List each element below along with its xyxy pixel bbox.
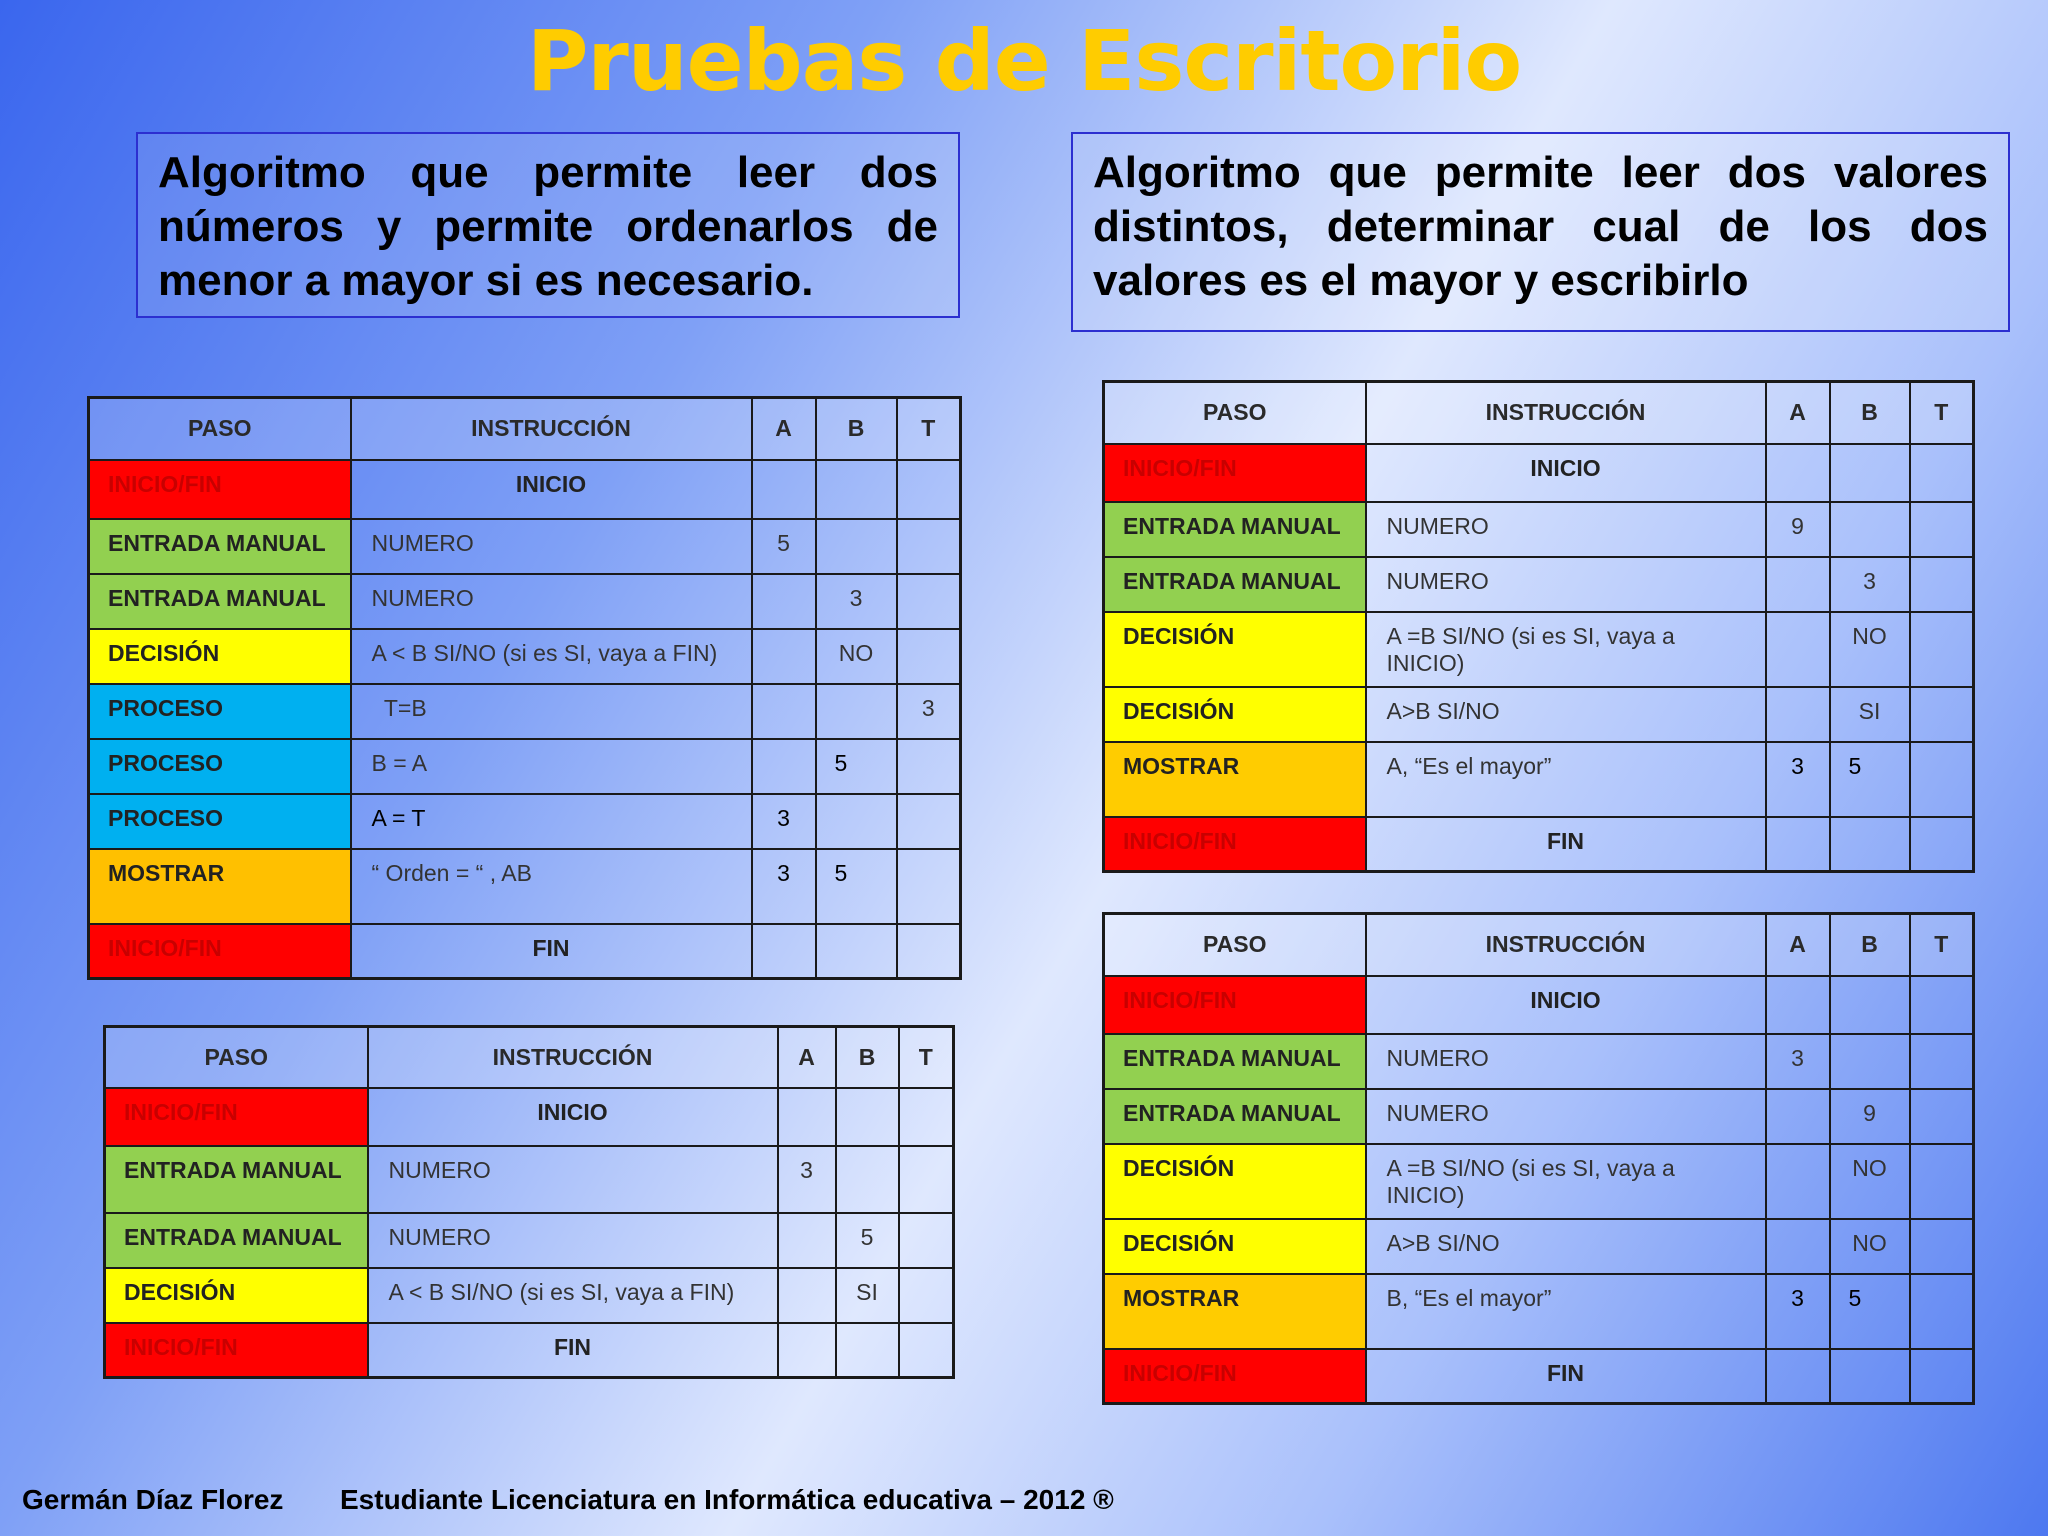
value-t <box>1910 557 1974 612</box>
value-t <box>897 460 961 519</box>
value-t <box>897 629 961 684</box>
instruction: A < B SI/NO (si es SI, vaya a FIN) <box>351 629 752 684</box>
step-label: INICIO/FIN <box>89 460 351 519</box>
value-a: 9 <box>1766 502 1830 557</box>
header-a: A <box>1766 914 1830 976</box>
step-label: PROCESO <box>89 684 351 739</box>
header-instruccion: INSTRUCCIÓN <box>1366 914 1766 976</box>
value-b: 3 <box>1830 557 1910 612</box>
value-b: 9 <box>1830 1089 1910 1144</box>
value-b: NO <box>1830 1144 1910 1219</box>
instruction: INICIO <box>368 1088 778 1146</box>
value-a: 3 <box>752 794 816 849</box>
value-t <box>899 1088 954 1146</box>
value-a <box>778 1213 836 1268</box>
step-label: DECISIÓN <box>1104 1144 1366 1219</box>
value-t <box>1910 444 1974 502</box>
value-t: 3 <box>897 684 961 739</box>
step-label: ENTRADA MANUAL <box>1104 557 1366 612</box>
value-a: 3 <box>778 1146 836 1213</box>
instruction: INICIO <box>1366 444 1766 502</box>
value-t <box>897 519 961 574</box>
value-t <box>899 1213 954 1268</box>
value-a <box>778 1268 836 1323</box>
instruction: A =B SI/NO (si es SI, vaya a INICIO) <box>1366 1144 1766 1219</box>
instruction: T=B <box>351 684 752 739</box>
left-algorithm-description: Algoritmo que permite leer dos números y permite ordenarlos de menor a mayor si es necesario. <box>136 132 960 318</box>
value-t <box>897 739 961 794</box>
value-b: SI <box>1830 687 1910 742</box>
table-row <box>89 684 961 739</box>
table-row <box>89 794 961 849</box>
step-label: MOSTRAR <box>1104 742 1366 817</box>
value-b <box>1830 502 1910 557</box>
value-a <box>752 924 816 979</box>
step-label: DECISIÓN <box>89 629 351 684</box>
value-b <box>1830 817 1910 872</box>
value-t <box>897 849 961 924</box>
value-a <box>1766 612 1830 687</box>
step-label: ENTRADA MANUAL <box>89 574 351 629</box>
step-label: INICIO/FIN <box>105 1323 368 1378</box>
value-b <box>816 519 897 574</box>
step-label: DECISIÓN <box>105 1268 368 1323</box>
table-row <box>1104 817 1974 872</box>
table-row <box>105 1323 954 1378</box>
value-b: 5 <box>836 1213 899 1268</box>
step-label: DECISIÓN <box>1104 612 1366 687</box>
instruction: FIN <box>1366 1349 1766 1404</box>
step-label: MOSTRAR <box>89 849 351 924</box>
value-t <box>899 1146 954 1213</box>
instruction: NUMERO <box>1366 557 1766 612</box>
instruction: FIN <box>1366 817 1766 872</box>
value-t <box>1910 502 1974 557</box>
table-row <box>1104 502 1974 557</box>
table-row <box>89 924 961 979</box>
value-t <box>897 794 961 849</box>
table-row <box>105 1088 954 1146</box>
footer-author: Germán Díaz Florez <box>22 1484 284 1515</box>
right-algorithm-description: Algoritmo que permite leer dos valores distintos, determinar cual de los dos valores es el mayor y escribirlo <box>1071 132 2010 332</box>
instruction: NUMERO <box>351 574 752 629</box>
table-row <box>1104 976 1974 1034</box>
value-b <box>816 460 897 519</box>
table-row <box>105 1213 954 1268</box>
value-a <box>1766 444 1830 502</box>
value-a <box>752 739 816 794</box>
value-a <box>778 1088 836 1146</box>
value-b: NO <box>1830 612 1910 687</box>
value-a <box>1766 817 1830 872</box>
value-t <box>1910 612 1974 687</box>
table-row <box>89 574 961 629</box>
table-row <box>1104 1274 1974 1349</box>
value-t <box>899 1268 954 1323</box>
value-a <box>1766 1349 1830 1404</box>
header-b: B <box>816 398 897 460</box>
footer-role: Estudiante Licenciatura en Informática educativa – 2012 ® <box>340 1484 1114 1515</box>
instruction: A = T <box>351 794 752 849</box>
table-row <box>1104 444 1974 502</box>
value-b <box>1830 1349 1910 1404</box>
value-b <box>1830 1034 1910 1089</box>
value-t <box>1910 817 1974 872</box>
value-a: 5 <box>752 519 816 574</box>
value-b <box>816 794 897 849</box>
value-a <box>1766 1089 1830 1144</box>
value-b: 5 <box>1830 1274 1910 1349</box>
instruction: A>B SI/NO <box>1366 1219 1766 1274</box>
header-instruccion: INSTRUCCIÓN <box>368 1027 778 1088</box>
value-b <box>816 684 897 739</box>
value-a <box>1766 1219 1830 1274</box>
value-a <box>1766 557 1830 612</box>
step-label: INICIO/FIN <box>1104 1349 1366 1404</box>
value-a <box>1766 976 1830 1034</box>
table-row <box>89 460 961 519</box>
value-t <box>897 924 961 979</box>
value-t <box>1910 1349 1974 1404</box>
header-paso: PASO <box>89 398 351 460</box>
instruction: INICIO <box>351 460 752 519</box>
value-t <box>1910 976 1974 1034</box>
table-row <box>1104 557 1974 612</box>
value-t <box>1910 687 1974 742</box>
value-b <box>836 1146 899 1213</box>
instruction: A < B SI/NO (si es SI, vaya a FIN) <box>368 1268 778 1323</box>
step-label: INICIO/FIN <box>1104 444 1366 502</box>
step-label: MOSTRAR <box>1104 1274 1366 1349</box>
step-label: ENTRADA MANUAL <box>105 1213 368 1268</box>
table-row <box>89 629 961 684</box>
table-row <box>1104 1089 1974 1144</box>
value-b: NO <box>816 629 897 684</box>
value-t <box>1910 1144 1974 1219</box>
trace-table-max-2 <box>1102 912 1975 1405</box>
instruction: A, “Es el mayor” <box>1366 742 1766 817</box>
value-b: 5 <box>816 739 897 794</box>
value-b <box>1830 444 1910 502</box>
instruction: NUMERO <box>368 1146 778 1213</box>
value-b <box>836 1088 899 1146</box>
value-a <box>752 629 816 684</box>
value-t <box>1910 1089 1974 1144</box>
value-a <box>1766 1144 1830 1219</box>
table-row <box>1104 1034 1974 1089</box>
step-label: DECISIÓN <box>1104 1219 1366 1274</box>
instruction: A>B SI/NO <box>1366 687 1766 742</box>
header-a: A <box>778 1027 836 1088</box>
instruction: FIN <box>368 1323 778 1378</box>
value-a <box>752 460 816 519</box>
header-b: B <box>1830 382 1910 444</box>
header-t: T <box>899 1027 954 1088</box>
instruction: NUMERO <box>1366 502 1766 557</box>
value-a <box>752 684 816 739</box>
table-row <box>89 849 961 924</box>
value-b <box>836 1323 899 1378</box>
value-t <box>1910 1219 1974 1274</box>
instruction: B = A <box>351 739 752 794</box>
value-a: 3 <box>1766 1274 1830 1349</box>
header-paso: PASO <box>1104 382 1366 444</box>
instruction: B, “Es el mayor” <box>1366 1274 1766 1349</box>
table-row <box>1104 1349 1974 1404</box>
step-label: INICIO/FIN <box>1104 976 1366 1034</box>
instruction: INICIO <box>1366 976 1766 1034</box>
value-a: 3 <box>1766 742 1830 817</box>
value-a <box>1766 687 1830 742</box>
table-row <box>105 1146 954 1213</box>
trace-table-sort-1 <box>87 396 962 980</box>
step-label: PROCESO <box>89 794 351 849</box>
header-b: B <box>1830 914 1910 976</box>
step-label: ENTRADA MANUAL <box>1104 502 1366 557</box>
value-b <box>816 924 897 979</box>
table-row <box>89 739 961 794</box>
table-row <box>1104 1144 1974 1219</box>
header-t: T <box>1910 914 1974 976</box>
value-t <box>899 1323 954 1378</box>
trace-table-sort-2 <box>103 1025 955 1379</box>
table-row <box>1104 687 1974 742</box>
value-a <box>778 1323 836 1378</box>
table-row <box>1104 612 1974 687</box>
value-b: 5 <box>1830 742 1910 817</box>
value-t <box>1910 1274 1974 1349</box>
value-a: 3 <box>752 849 816 924</box>
step-label: ENTRADA MANUAL <box>105 1146 368 1213</box>
header-a: A <box>752 398 816 460</box>
step-label: DECISIÓN <box>1104 687 1366 742</box>
header-b: B <box>836 1027 899 1088</box>
value-b <box>1830 976 1910 1034</box>
trace-table-max-1 <box>1102 380 1975 873</box>
instruction: NUMERO <box>1366 1089 1766 1144</box>
step-label: INICIO/FIN <box>89 924 351 979</box>
header-paso: PASO <box>105 1027 368 1088</box>
step-label: INICIO/FIN <box>105 1088 368 1146</box>
table-row <box>89 519 961 574</box>
instruction: A =B SI/NO (si es SI, vaya a INICIO) <box>1366 612 1766 687</box>
step-label: ENTRADA MANUAL <box>89 519 351 574</box>
step-label: ENTRADA MANUAL <box>1104 1034 1366 1089</box>
table-row <box>105 1268 954 1323</box>
step-label: ENTRADA MANUAL <box>1104 1089 1366 1144</box>
slide-title: Pruebas de Escritorio <box>526 12 1522 110</box>
table-row <box>1104 742 1974 817</box>
value-b: NO <box>1830 1219 1910 1274</box>
value-b: 3 <box>816 574 897 629</box>
step-label: PROCESO <box>89 739 351 794</box>
value-t <box>1910 742 1974 817</box>
step-label: INICIO/FIN <box>1104 817 1366 872</box>
instruction: NUMERO <box>368 1213 778 1268</box>
header-instruccion: INSTRUCCIÓN <box>351 398 752 460</box>
instruction: “ Orden = “ , AB <box>351 849 752 924</box>
header-a: A <box>1766 382 1830 444</box>
value-a <box>752 574 816 629</box>
value-a: 3 <box>1766 1034 1830 1089</box>
instruction: FIN <box>351 924 752 979</box>
header-t: T <box>1910 382 1974 444</box>
header-instruccion: INSTRUCCIÓN <box>1366 382 1766 444</box>
value-b: 5 <box>816 849 897 924</box>
instruction: NUMERO <box>1366 1034 1766 1089</box>
instruction: NUMERO <box>351 519 752 574</box>
value-t <box>1910 1034 1974 1089</box>
header-paso: PASO <box>1104 914 1366 976</box>
value-t <box>897 574 961 629</box>
value-b: SI <box>836 1268 899 1323</box>
table-row <box>1104 1219 1974 1274</box>
header-t: T <box>897 398 961 460</box>
